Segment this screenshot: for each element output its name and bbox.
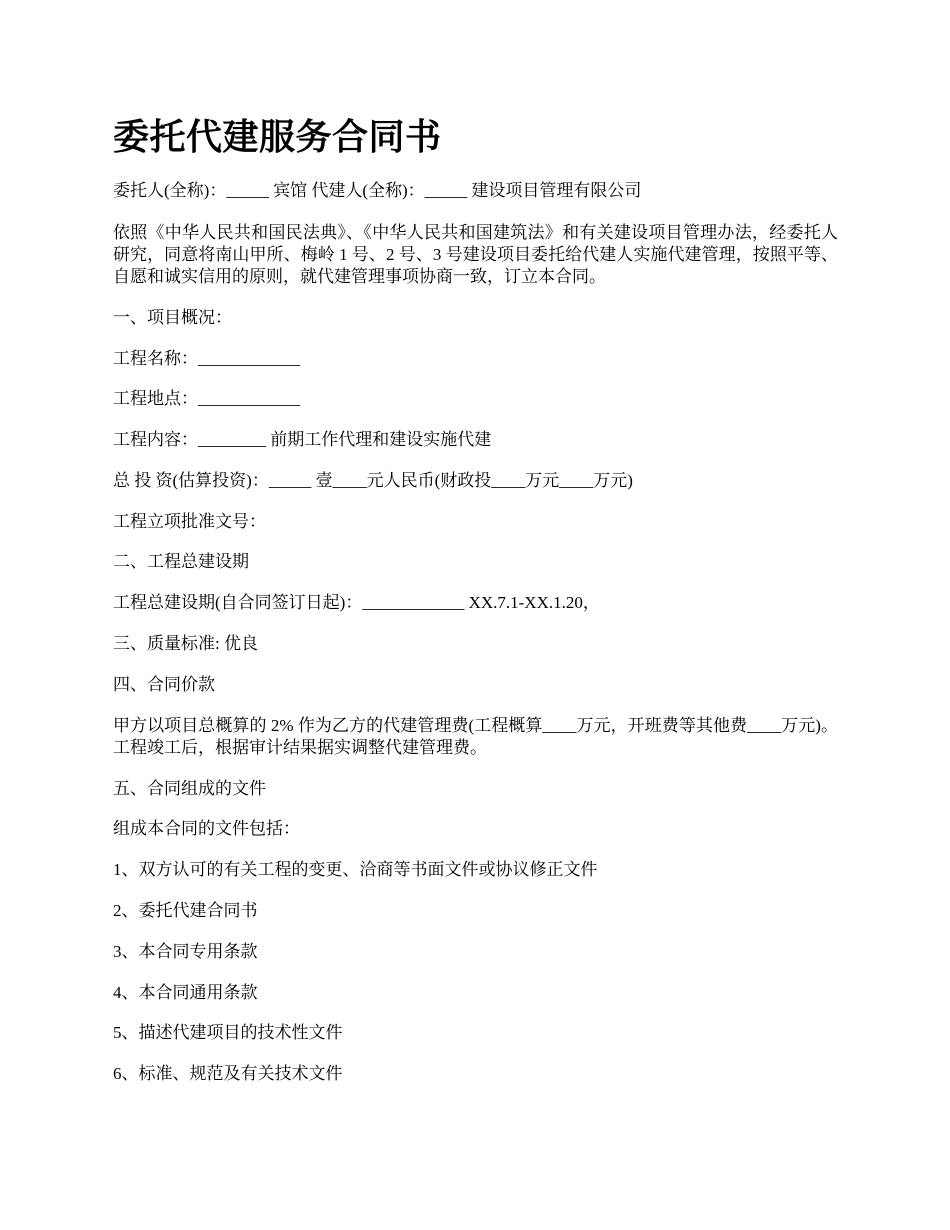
total-investment-line: 总 投 资(估算投资)：_____ 壹____元人民币(财政投____万元____万元): [113, 471, 633, 490]
approval-number-line: 工程立项批准文号：: [113, 512, 266, 531]
list-item: 5、描述代建项目的技术性文件: [113, 1023, 343, 1042]
preamble-paragraph: 依照《中华人民共和国民法典》、《中华人民共和国建筑法》和有关建设项目管理办法，经委托人研究，同意将南山甲所、梅岭 1 号、2 号、3 号建设项目委托给代建人实施代建管理，按照平等、自愿和诚实信用的原则，就代建管理事项协商一致，订立本合同。: [113, 223, 838, 286]
list-item: 4、本合同通用条款: [113, 983, 258, 1002]
parties-line: 委托人(全称)：_____ 宾馆 代建人(全称)：_____ 建设项目管理有限公司: [113, 181, 642, 200]
list-item: 6、标准、规范及有关技术文件: [113, 1064, 343, 1083]
section-heading-project-overview: 一、项目概况：: [113, 308, 232, 327]
list-item: 2、委托代建合同书: [113, 901, 258, 920]
section-heading-quality-standard: 三、质量标准: 优良: [113, 634, 258, 653]
project-content-line: 工程内容：________ 前期工作代理和建设实施代建: [113, 430, 492, 449]
document-title: 委托代建服务合同书: [113, 117, 442, 157]
list-item: 1、双方认可的有关工程的变更、洽商等书面文件或协议修正文件: [113, 860, 598, 879]
documents-intro-line: 组成本合同的文件包括：: [113, 819, 300, 838]
section-heading-contract-documents: 五、合同组成的文件: [113, 779, 266, 798]
section-heading-contract-price: 四、合同价款: [113, 675, 215, 694]
contract-price-paragraph: 甲方以项目总概算的 2% 作为乙方的代建管理费(工程概算____万元，开班费等其他费____万元)。工程竣工后，根据审计结果据实调整代建管理费。: [113, 716, 838, 757]
project-location-line: 工程地点：____________: [113, 389, 300, 408]
section-heading-construction-period: 二、工程总建设期: [113, 552, 249, 571]
list-item: 3、本合同专用条款: [113, 942, 258, 961]
project-name-line: 工程名称：____________: [113, 349, 300, 368]
construction-period-line: 工程总建设期(自合同签订日起)：____________ XX.7.1-XX.1.20，: [113, 593, 600, 612]
